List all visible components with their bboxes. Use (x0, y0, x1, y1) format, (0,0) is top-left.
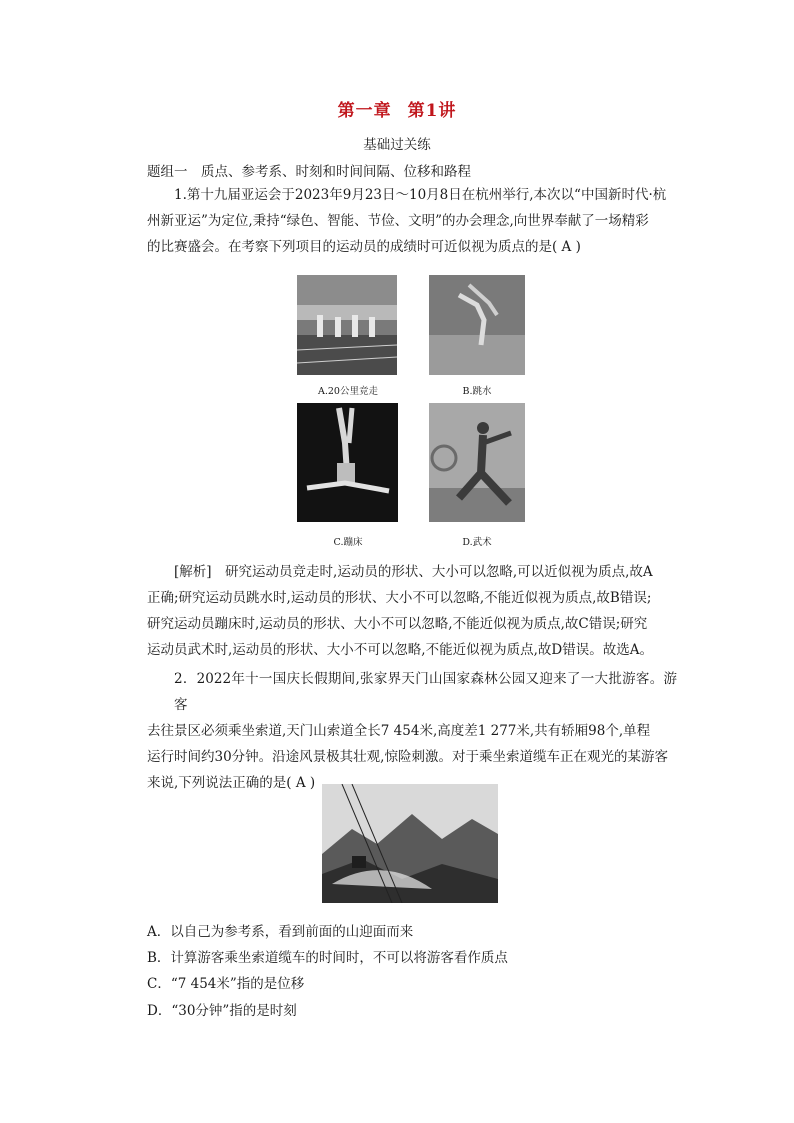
question-2-line: 运行时间约30分钟。沿途风景极其壮观,惊险刺激。对于乘坐索道缆车正在观光的某游客 (147, 749, 668, 765)
option-a: A．以自己为参考系，看到前面的山迎面而来 (147, 924, 414, 940)
caption-a: A.20公里竞走 (318, 386, 378, 397)
analysis-line: 研究运动员蹦床时,运动员的形状、大小不可以忽略,不能近似视为质点,故C错误;研究 (147, 616, 648, 632)
page-title (0, 96, 794, 121)
group-title: 题组一 质点、参考系、时刻和时间间隔、位移和路程 (147, 164, 471, 180)
caption-c: C.蹦床 (333, 537, 363, 548)
analysis-line (147, 559, 677, 585)
question-2-line: 2．2022年十一国庆长假期间,张家界天门山国家森林公园又迎来了一大批游客。游客 (174, 671, 677, 713)
caption-d: D.武术 (462, 537, 492, 548)
analysis-line: 正确;研究运动员跳水时,运动员的形状、大小不可以忽略,不能近似视为质点,故B错误; (147, 590, 652, 606)
photo-race-walk (297, 275, 397, 375)
photo-diving (429, 275, 525, 375)
question-1 (147, 182, 677, 260)
section-subtitle: 基础过关练 (363, 137, 431, 153)
question-2-line: 来说,下列说法正确的是( A ) (147, 775, 316, 791)
photo-trampoline (297, 403, 398, 522)
option-d: D．“30分钟”指的是时刻 (147, 1003, 297, 1019)
lesson-label: 第1讲 (407, 101, 457, 121)
analysis (147, 559, 677, 663)
photo-cable-car (322, 784, 498, 903)
question-1-line: 1.第十九届亚运会于2023年9月23日～10月8日在杭州举行,本次以“中国新时代·杭 (174, 187, 667, 203)
question-2 (147, 666, 677, 796)
analysis-text: 研究运动员竞走时,运动员的形状、大小可以忽略,可以近似视为质点,故A (225, 564, 653, 580)
option-b: B．计算游客乘坐索道缆车的时间时，不可以将游客看作质点 (147, 950, 508, 966)
analysis-label: [解析] (174, 564, 212, 580)
question-1-line: 州新亚运”为定位,秉持“绿色、智能、节俭、文明”的办会理念,向世界奉献了一场精彩 (147, 213, 649, 229)
caption-b: B.跳水 (462, 386, 492, 397)
option-c: C．“7 454米”指的是位移 (147, 976, 305, 992)
question-2-line: 去往景区必须乘坐索道,天门山索道全长7 454米,高度差1 277米,共有轿厢98个,单程 (147, 723, 651, 739)
question-1-line: 的比赛盛会。在考察下列项目的运动员的成绩时可近似视为质点的是( A ) (147, 239, 581, 255)
analysis-line: 运动员武术时,运动员的形状、大小不可以忽略,不能近似视为质点,故D错误。故选A。 (147, 642, 653, 658)
chapter-label: 第一章 (337, 101, 392, 121)
photo-wushu (429, 403, 525, 522)
